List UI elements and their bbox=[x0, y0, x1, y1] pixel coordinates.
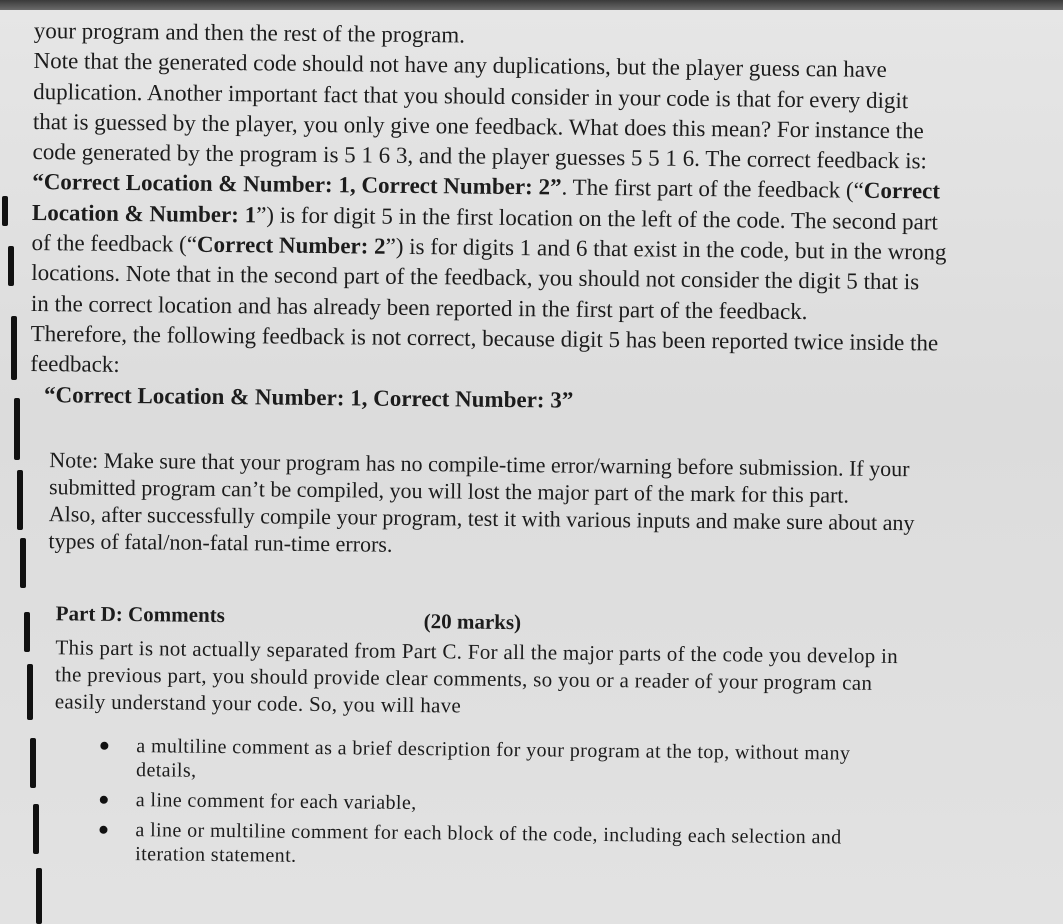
bold-text-run: Correct Number: 2 bbox=[196, 231, 386, 259]
text-run: ”) is for digit 5 in the first location on the left of the code. The second part bbox=[256, 202, 938, 235]
text-line: the previous part, you should provide clear comments, so you or a reader of your program can bbox=[54, 662, 873, 695]
text-line: a line comment for each variable, bbox=[135, 788, 417, 814]
text-line: Therefore, the following feedback is not correct, because digit 5 has been reported twice inside the bbox=[30, 320, 939, 356]
margin-rule bbox=[20, 538, 26, 588]
document-text bbox=[25, 16, 1059, 882]
text-line: duplication. Another important fact that you should consider in your code is that for every digit bbox=[33, 78, 909, 113]
margin-rule bbox=[2, 196, 8, 226]
text-line: easily understand your code. So, you will have bbox=[54, 689, 462, 718]
text-line: details, bbox=[135, 758, 197, 782]
text-line: code generated by the program is 5 1 6 3, and the player guesses 5 5 1 6. The correct feedback is: bbox=[32, 139, 928, 174]
margin-rule bbox=[36, 868, 42, 924]
bullet-icon bbox=[99, 826, 107, 834]
part-d-body bbox=[55, 634, 1053, 725]
text-line: Note that the generated code should not have any duplications, but the player guess can have bbox=[33, 48, 887, 83]
text-line: in the correct location and has already been reported in the first part of the feedback. bbox=[30, 290, 808, 324]
text-line: This part is not actually separated from Part C. For all the major parts of the code you develop in bbox=[55, 635, 899, 668]
text-line: locations. Note that in the second part of the feedback, you should not consider the digit 5 that is bbox=[31, 260, 920, 295]
bullet-icon bbox=[100, 796, 108, 804]
section-title: Part D: Comments bbox=[55, 601, 225, 627]
text-line: a line or multiline comment for each block of the code, including each selection and bbox=[135, 818, 842, 849]
bold-text-run: “Correct Location & Number: 1, Correct Number: 3” bbox=[43, 381, 574, 413]
list-item bbox=[136, 788, 1051, 822]
text-line: feedback: bbox=[30, 351, 120, 378]
bullet-icon bbox=[100, 742, 108, 750]
margin-rule bbox=[8, 246, 14, 286]
bold-feedback-example: “Correct Location & Number: 1, Correct Number: 2” bbox=[32, 169, 562, 201]
section-marks: (20 marks) bbox=[423, 608, 522, 634]
text-line: that is guessed by the player, you only give one feedback. What does this mean? For instance the bbox=[32, 108, 924, 144]
text-run: of the feedback (“ bbox=[31, 230, 198, 257]
text-line: your program and then the rest of the program. bbox=[33, 17, 466, 48]
text-line: types of fatal/non-fatal run-time errors. bbox=[48, 528, 393, 557]
text-line: submitted program can’t be compiled, you will lost the major part of the mark for this part. bbox=[48, 474, 850, 508]
list-item bbox=[135, 818, 1050, 876]
text-line: a multiline comment as a brief description for your program at the top, without many bbox=[136, 734, 851, 765]
text-run: . The first part of the feedback (“ bbox=[561, 175, 864, 204]
text-line: Also, after successfully compile your program, test it with various inputs and make sure about any bbox=[48, 501, 915, 536]
bullet-list bbox=[53, 733, 1051, 875]
margin-rule bbox=[11, 316, 17, 380]
text-run: ”) is for digits 1 and 6 that exist in the code, but in the wrong bbox=[385, 233, 947, 265]
margin-rule bbox=[14, 398, 20, 460]
bold-text-run: Location & Number: 1 bbox=[31, 199, 257, 228]
part-d-section bbox=[25, 598, 1053, 876]
note-paragraph bbox=[28, 446, 1054, 565]
bold-text-run: Correct bbox=[863, 178, 941, 204]
list-item bbox=[136, 734, 1051, 792]
paragraph-feedback bbox=[30, 16, 1059, 421]
margin-rule bbox=[17, 470, 23, 530]
screen-edge bbox=[0, 0, 1063, 10]
text-line: iteration statement. bbox=[135, 842, 297, 867]
text-line: Note: Make sure that your program has no compile-time error/warning before submission. If your bbox=[49, 447, 910, 482]
